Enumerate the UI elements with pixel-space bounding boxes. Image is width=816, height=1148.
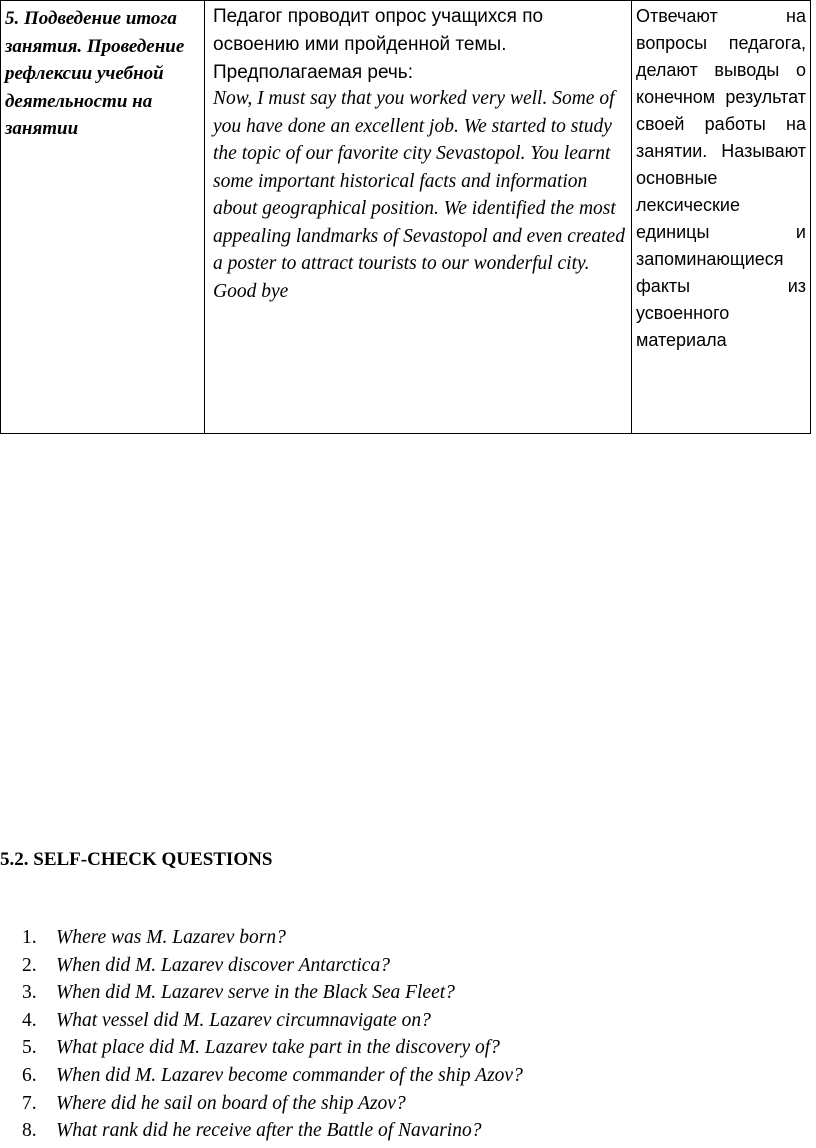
students-activity-text: Отвечают на вопросы педагога, делают выводы о конечном результат своей работы на занятии. Называют основные лексические единицы и запоминающиеся факты из усвоенного материала <box>636 6 806 350</box>
question-number: 8. <box>22 1120 37 1142</box>
question-number: 1. <box>22 927 37 948</box>
question-text: Where was M. Lazarev born? <box>56 927 286 948</box>
list-item <box>22 1117 802 1145</box>
section-heading: 5.2. SELF-CHECK QUESTIONS <box>0 849 273 870</box>
students-activity-cell <box>632 1 811 434</box>
speech-text: Now, I must say that you worked very well. Some of you have done an excellent job. We started to study the topic of our favorite city Sevastopol. You learnt some important historical facts and information about geographical position. We identified the most appealing landmarks of Sevastopol and even created a poster to attract tourists to our wonderful city. Good bye <box>213 88 625 302</box>
question-text: When did M. Lazarev become commander of the ship Azov? <box>56 1064 523 1086</box>
question-text: When did M. Lazarev discover Antarctica? <box>56 954 390 976</box>
stage-cell <box>1 1 205 434</box>
table-row <box>1 1 811 434</box>
stage-text: 5. Подведение итога занятия. Проведение рефлексии учебной деятельности на занятии <box>5 8 185 139</box>
question-number: 3. <box>22 982 37 1004</box>
question-number: 5. <box>22 1037 37 1059</box>
question-text: Where did he sail on board of the ship Azov? <box>56 1092 406 1114</box>
question-number: 6. <box>22 1064 37 1086</box>
list-item <box>22 1007 802 1035</box>
teacher-activity-cell <box>205 1 632 434</box>
question-text: What place did M. Lazarev take part in the discovery of? <box>56 1037 500 1059</box>
question-number: 4. <box>22 1009 37 1031</box>
lesson-plan-table <box>0 0 811 434</box>
list-item <box>22 924 802 952</box>
question-text: What rank did he receive after the Battle of Navarino? <box>56 1120 482 1142</box>
list-item <box>22 1034 802 1062</box>
speech-label: Предполагаемая речь: <box>213 62 413 83</box>
list-item <box>22 1062 802 1090</box>
question-text: What vessel did M. Lazarev circumnavigate on? <box>56 1009 431 1031</box>
list-item <box>22 952 802 980</box>
teacher-activity-text: Педагог проводит опрос учащихся по освоению ими пройденной темы. <box>213 6 544 55</box>
question-number: 7. <box>22 1092 37 1114</box>
list-item <box>22 979 802 1007</box>
question-text: When did M. Lazarev serve in the Black Sea Fleet? <box>56 982 455 1004</box>
question-number: 2. <box>22 954 37 976</box>
list-item <box>22 1090 802 1118</box>
self-check-questions-list <box>22 924 802 1145</box>
